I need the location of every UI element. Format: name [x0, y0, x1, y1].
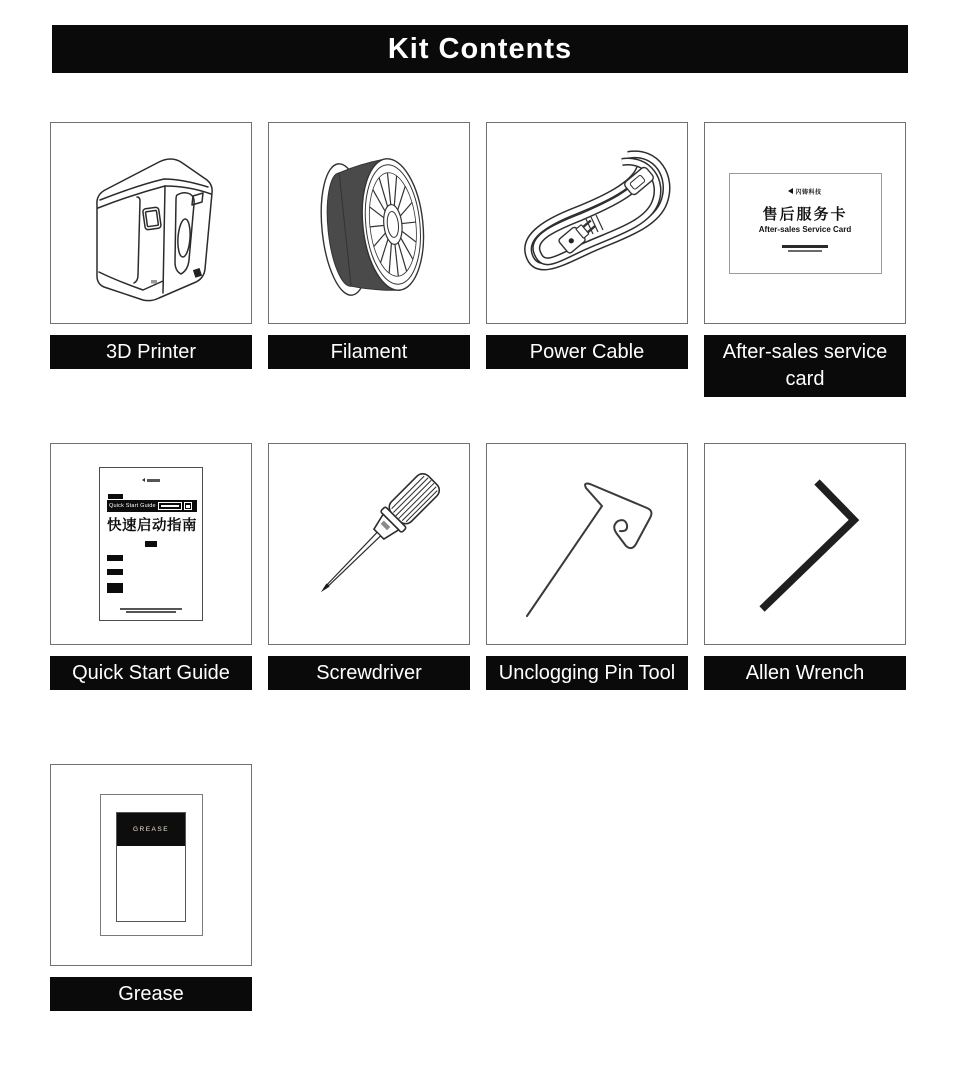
kit-item-3d-printer	[50, 122, 252, 369]
item-label-filament: Filament	[268, 335, 470, 369]
item-label-grease: Grease	[50, 977, 252, 1011]
item-label-service-card: After-sales service card	[704, 335, 906, 397]
screwdriver-illustration	[269, 444, 469, 644]
kit-item-allen-wrench	[704, 443, 906, 690]
quick-start-guide-page	[99, 467, 203, 621]
guide-lang-chip	[145, 541, 157, 547]
kit-item-screwdriver	[268, 443, 470, 690]
guide-corner-tab	[108, 494, 123, 499]
item-label-unclogging-pin: Unclogging Pin Tool	[486, 656, 688, 690]
guide-title-bar	[107, 500, 197, 512]
kit-item-filament	[268, 122, 470, 369]
unclogging-pin-illustration	[487, 444, 687, 644]
guide-title-bar-label: Quick Start Guide	[109, 503, 156, 509]
power-cable-illustration	[487, 123, 687, 323]
illustration-box-grease	[50, 764, 252, 966]
service-card-drawing	[729, 173, 882, 274]
grease-pack-drawing	[100, 794, 203, 936]
kit-contents-grid	[50, 122, 906, 1011]
item-label-3d-printer: 3D Printer	[50, 335, 252, 369]
guide-section	[107, 583, 195, 593]
guide-section-tag	[107, 555, 123, 561]
service-card-title-cn: 售后服务卡	[762, 205, 848, 223]
illustration-box-screwdriver	[268, 443, 470, 645]
kit-item-power-cable	[486, 122, 688, 369]
service-card-fine-print-line	[788, 250, 822, 252]
illustration-box-power-cable	[486, 122, 688, 324]
kit-item-quick-start-guide	[50, 443, 252, 690]
guide-section-text-lines	[127, 569, 195, 575]
illustration-box-filament	[268, 122, 470, 324]
illustration-box-allen-wrench	[704, 443, 906, 645]
kit-item-service-card	[704, 122, 906, 390]
guide-section-text-lines	[127, 555, 195, 561]
printer-illustration	[51, 123, 251, 323]
guide-section	[107, 555, 195, 561]
guide-section-tag	[107, 583, 123, 593]
allen-wrench-illustration	[705, 444, 905, 644]
guide-title-bar-badge	[184, 502, 192, 510]
guide-section	[107, 569, 195, 575]
service-card-title-en: After-sales Service Card	[758, 224, 852, 234]
flashforge-arrow-icon	[788, 188, 793, 194]
illustration-box-service-card	[704, 122, 906, 324]
filament-spool-illustration	[269, 123, 469, 323]
item-label-power-cable: Power Cable	[486, 335, 688, 369]
service-card-fine-print-line	[782, 245, 828, 248]
flashforge-logo-text: 闪铸科技	[795, 189, 822, 196]
guide-title-cn: 快速启动指南	[107, 518, 197, 534]
item-label-quick-start-guide: Quick Start Guide	[50, 656, 252, 690]
kit-item-grease	[50, 764, 252, 1011]
kit-item-unclogging-pin	[486, 443, 688, 690]
illustration-box-quick-start-guide	[50, 443, 252, 645]
guide-section-text-lines	[127, 583, 195, 593]
grease-pack-label-area	[116, 812, 186, 922]
grease-band-label: GREASE	[117, 813, 185, 846]
page-title: Kit Contents	[52, 25, 908, 73]
item-label-allen-wrench: Allen Wrench	[704, 656, 906, 690]
flashforge-logo	[788, 187, 821, 196]
guide-footer-lines	[100, 608, 202, 614]
flashforge-arrow-icon	[142, 478, 145, 482]
flashforge-logo-small	[107, 478, 195, 482]
illustration-box-3d-printer	[50, 122, 252, 324]
illustration-box-unclogging-pin	[486, 443, 688, 645]
item-label-screwdriver: Screwdriver	[268, 656, 470, 690]
guide-section-tag	[107, 569, 123, 575]
guide-title-bar-badge	[158, 502, 182, 510]
logo-text-mark	[147, 479, 160, 482]
